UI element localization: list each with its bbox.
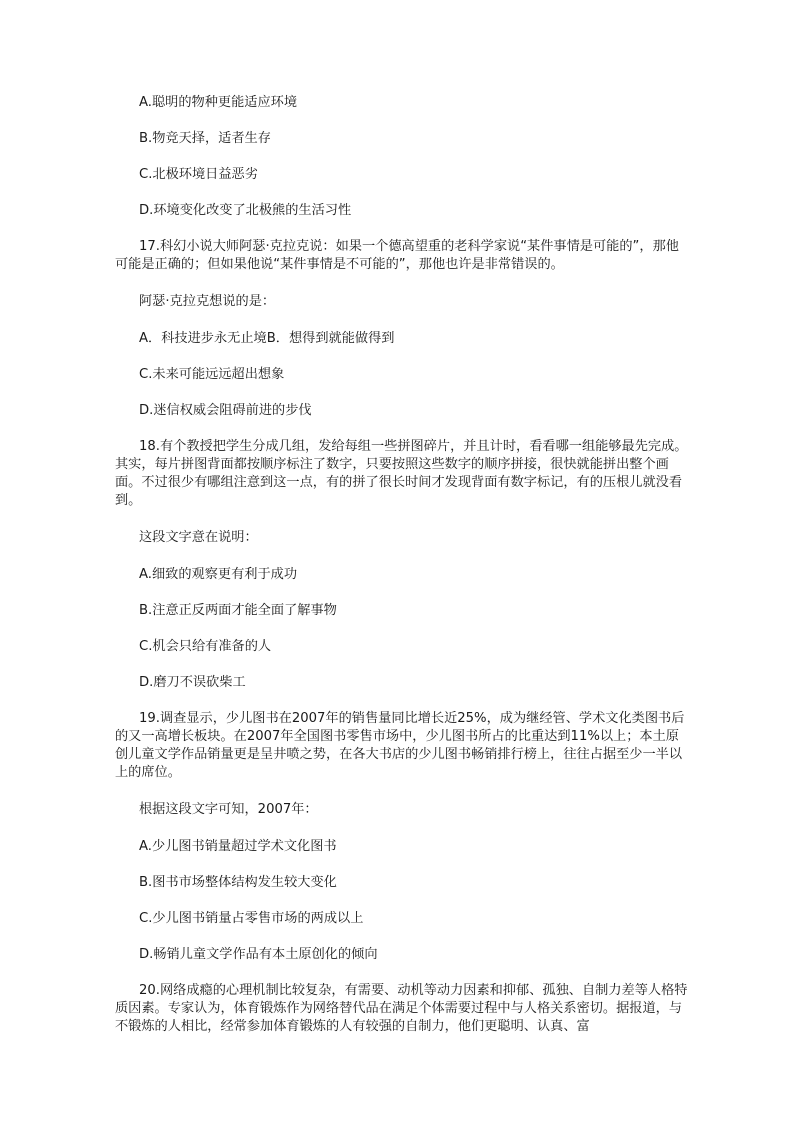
q19-option-d: D.畅销儿童文学作品有本土原创化的倾向 <box>139 947 378 962</box>
q18-option-b: B.注意正反两面才能全面了解事物 <box>139 603 337 618</box>
q17-option-d: D.迷信权威会阻碍前进的步伐 <box>139 403 312 418</box>
q17-stem: 17.科幻小说大师阿瑟·克拉克说：如果一个德高望重的老科学家说“某件事情是可能的”，那他可能是正确的；但如果他说“某件事情是不可能的”，那他也许是非常错误的。 <box>115 239 679 272</box>
q16-option-b: B.物竞天择，适者生存 <box>139 131 271 146</box>
q19-option-c: C.少儿图书销量占零售市场的两成以上 <box>139 911 364 926</box>
q18-prompt: 这段文字意在说明： <box>139 530 258 545</box>
q17-option-ab: A．科技进步永无止境B．想得到就能做得到 <box>139 331 395 346</box>
q19-option-a: A.少儿图书销量超过学术文化图书 <box>139 839 337 854</box>
q17-prompt: 阿瑟·克拉克想说的是： <box>139 294 276 309</box>
q18-option-a: A.细致的观察更有利于成功 <box>139 567 298 582</box>
q19-option-b: B.图书市场整体结构发生较大变化 <box>139 875 337 890</box>
q18-option-d: D.磨刀不误砍柴工 <box>139 675 246 690</box>
q16-option-a: A.聪明的物种更能适应环境 <box>139 95 298 110</box>
q16-option-d: D.环境变化改变了北极熊的生活习性 <box>139 203 352 218</box>
q20-stem: 20.网络成瘾的心理机制比较复杂，有需要、动机等动力因素和抑郁、孤独、自制力差等人格特质因素。专家认为，体育锻炼作为网络替代品在满足个体需要过程中与人格关系密切。据报道，与不锻炼的人相比，经常参加体育锻炼的人有较强的自制力，他们更聪明、认真、富 <box>115 983 688 1034</box>
q19-stem: 19.调查显示，少儿图书在2007年的销售量同比增长近25%，成为继经管、学术文化类图书后的又一高增长板块。在2007年全国图书零售市场中，少儿图书所占的比重达到11%以上；本土原创儿童文学作品销量更是呈井喷之势，在各大书店的少儿图书畅销排行榜上，往往占据至少一半以上的席位。 <box>115 711 685 780</box>
q18-option-c: C.机会只给有准备的人 <box>139 639 272 654</box>
q18-stem: 18.有个教授把学生分成几组，发给每组一些拼图碎片，并且计时，看看哪一组能够最先完成。其实，每片拼图背面都按顺序标注了数字，只要按照这些数字的顺序拼接，很快就能拼出整个画面。不过很少有哪组注意到这一点，有的拼了很长时间才发现背面有数字标记，有的压根儿就没看到。 <box>115 439 688 508</box>
q16-option-c: C.北极环境日益恶劣 <box>139 167 258 182</box>
q19-prompt: 根据这段文字可知，2007年： <box>139 802 318 817</box>
q17-option-c: C.未来可能远远超出想象 <box>139 367 285 382</box>
